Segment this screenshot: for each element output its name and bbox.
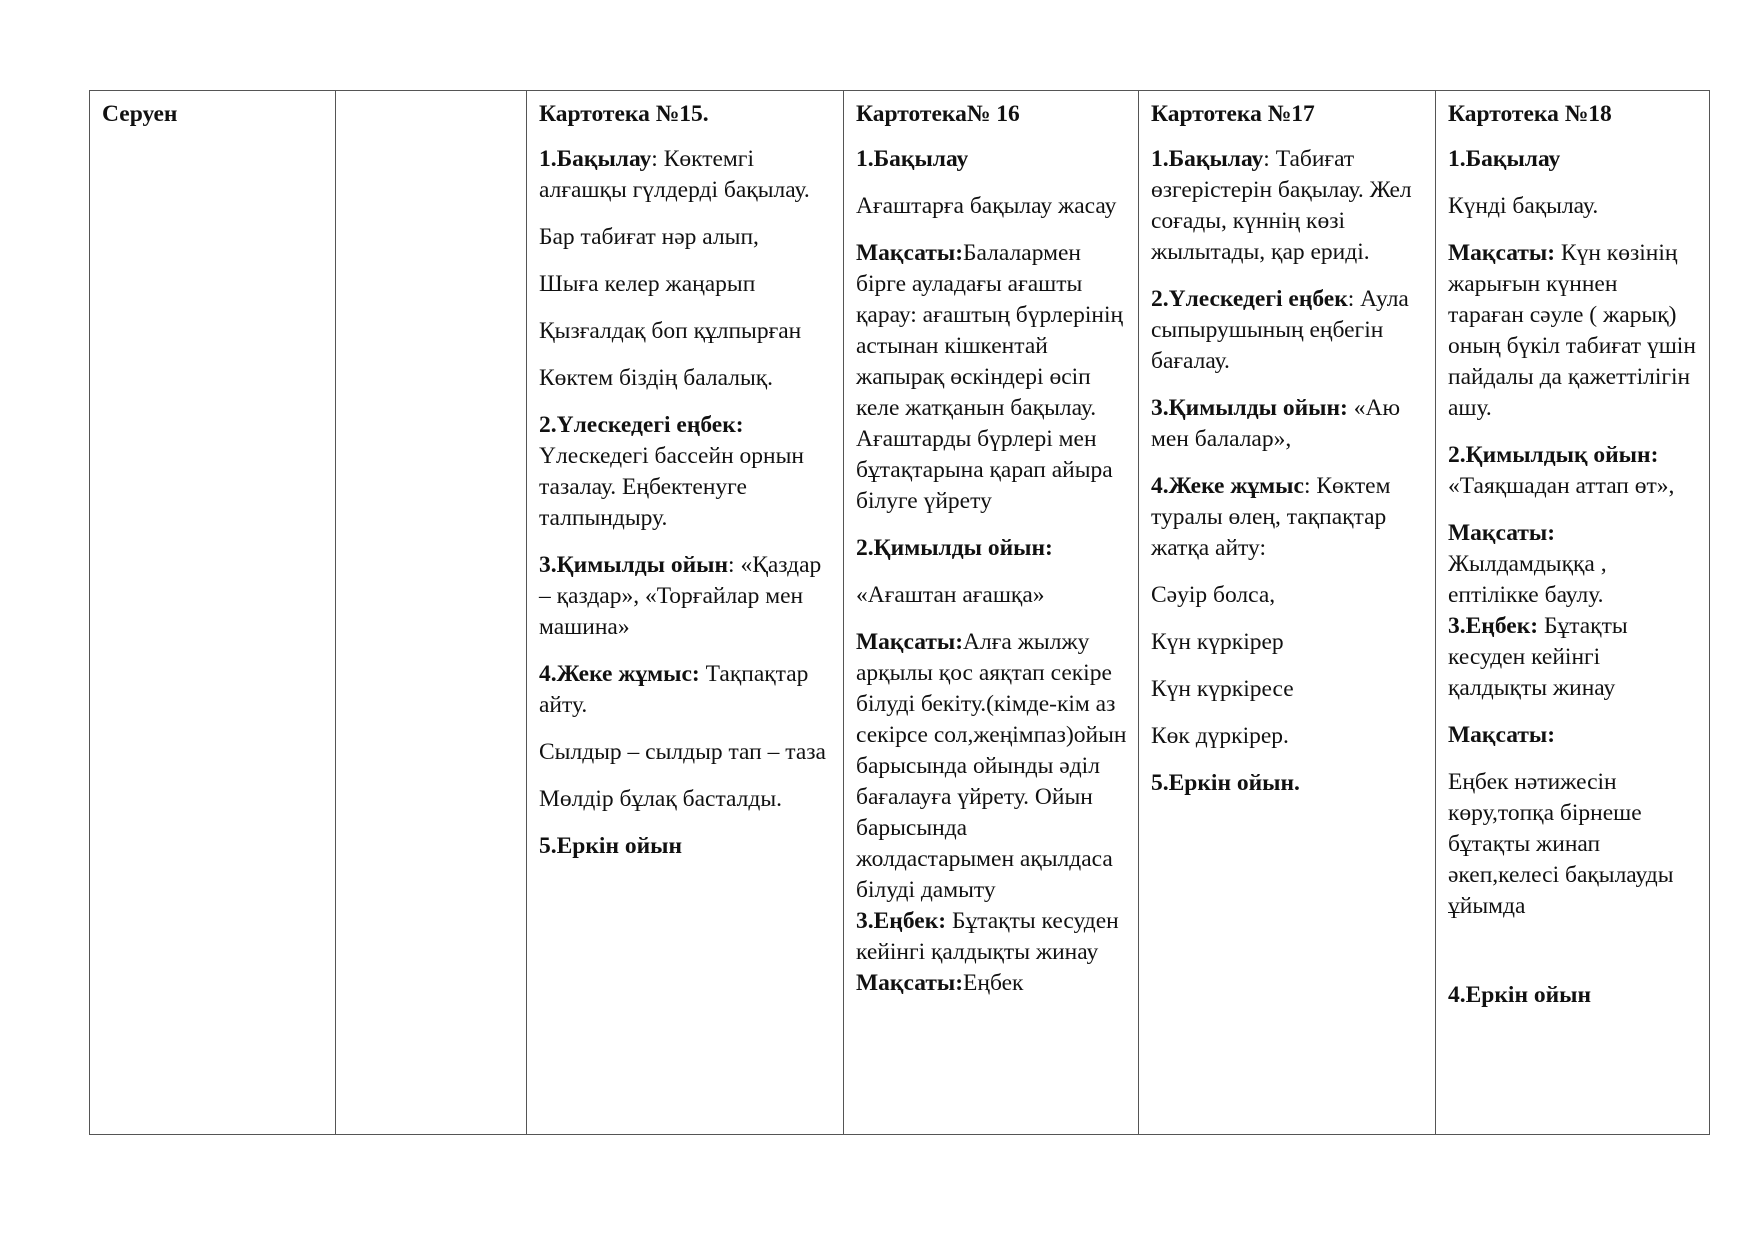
card-paragraph: [1151, 768, 1425, 799]
paragraph-text: : Аула сыпырушының еңбегін бағалау.: [1151, 286, 1409, 374]
card-paragraph: [1448, 144, 1699, 175]
paragraph-text: Күн күркірер: [1151, 629, 1284, 655]
table-row: [90, 91, 1710, 1135]
paragraph-heading: 5.Еркін ойын.: [1151, 770, 1300, 796]
paragraph-heading: 1.Бақылау: [539, 146, 652, 172]
empty-cell: [336, 91, 527, 1135]
card-paragraph: [1448, 611, 1699, 704]
card-paragraph: [1151, 627, 1425, 658]
row-label-cell: [90, 91, 336, 1135]
card-paragraph: [539, 363, 833, 394]
paragraph-text: : Көктем туралы өлең, тақпақтар жатқа айту:: [1151, 473, 1391, 561]
paragraph-heading: 2.Қимылды ойын:: [856, 535, 1053, 561]
paragraph-heading: Мақсаты:: [1448, 240, 1556, 266]
card-paragraph: [1151, 393, 1425, 455]
paragraph-heading: 5.Еркін ойын: [539, 833, 683, 859]
paragraph-heading: 4.Жеке жұмыс: [1151, 473, 1304, 499]
card-cell-18: [1436, 91, 1710, 1135]
paragraph-heading: 1.Бақылау: [1448, 146, 1561, 172]
card-paragraph: [1448, 720, 1699, 751]
card-paragraph: [539, 269, 833, 300]
paragraph-text: Еңбек нәтижесін көру,топқа бірнеше бұтақты жинап әкеп,келесі бақылауды ұйымда: [1448, 769, 1674, 919]
card-paragraph: [1448, 980, 1699, 1011]
card-paragraph: [539, 831, 833, 862]
paragraph-heading: 2.Қимылдық ойын:: [1448, 442, 1659, 468]
card-paragraph: [539, 144, 833, 206]
card-paragraph: [1448, 767, 1699, 922]
paragraph-text: Бар табиғат нәр алып,: [539, 224, 759, 250]
card-cell-16: [844, 91, 1139, 1135]
card-title: Картотека №17: [1151, 101, 1315, 127]
paragraph-text: Күн көзінің жарығын күннен тараған сәуле ( жарық) оның бүкіл табиғат үшін пайдалы да қажеттілігін ашу.: [1448, 240, 1696, 421]
paragraph-text: Шыға келер жаңарып: [539, 271, 756, 297]
card-paragraph: [539, 784, 833, 815]
card-title: Картотека №18: [1448, 101, 1612, 127]
paragraph-heading: 4.Жеке жұмыс:: [539, 661, 700, 687]
card-paragraph: [856, 144, 1128, 175]
card-paragraph: [856, 627, 1128, 906]
card-paragraph: [856, 968, 1128, 999]
card-paragraph: [1151, 471, 1425, 564]
paragraph-text: Алға жылжу арқылы қос аяқтап секіре білуді бекіту.(кімде-кім аз секірсе сол,жеңімпаз)ойын барысында ойынды әділ бағалауға үйрету. Ойын барысында жолдастарымен ақылдаса білуді дамыту: [856, 629, 1127, 903]
card-cell-17: [1139, 91, 1436, 1135]
card-paragraph: [856, 238, 1128, 517]
paragraph-text: Қызғалдақ боп құлпырған: [539, 318, 802, 344]
paragraph-text: Ағаштарға бақылау жасау: [856, 193, 1117, 219]
paragraph-text: «Аю мен балалар»,: [1151, 395, 1401, 452]
paragraph-text: Сәуір болса,: [1151, 582, 1276, 608]
card-paragraph: [1151, 674, 1425, 705]
paragraph-text: Еңбек: [963, 970, 1024, 996]
paragraph-text: Балалармен бірге ауладағы ағашты қарау: ағаштың бүрлерінің астынан кішкентай жапырақ өскіндері өсіп келе жатқанын бақылау. Ағаштарды бүрлері мен бұтақтарына қарап айыра білуге үйрету: [856, 240, 1124, 514]
card-paragraph: [1151, 580, 1425, 611]
card-paragraph: [1448, 191, 1699, 222]
paragraph-text: : Көктемгі алғашқы гүлдерді бақылау.: [539, 146, 810, 203]
paragraph-text: : «Қаздар – қаздар», «Торғайлар мен машина»: [539, 552, 822, 640]
card-paragraph: [856, 580, 1128, 611]
card-paragraph: [539, 410, 833, 534]
card-paragraph: [856, 906, 1128, 968]
card-paragraph: [856, 533, 1128, 564]
paragraph-text: Көктем біздің балалық.: [539, 365, 774, 391]
paragraph-text: «Таяқшадан аттап өт»,: [1448, 473, 1675, 499]
paragraph-heading: Мақсаты:: [856, 970, 964, 996]
card-title: Картотека №15.: [539, 101, 709, 127]
card-paragraph: [1448, 440, 1699, 502]
paragraph-text: : Табиғат өзгерістерін бақылау. Жел соғады, күннің көзі жылытады, қар ериді.: [1151, 146, 1412, 265]
card-paragraph: [539, 222, 833, 253]
paragraph-heading: 3.Еңбек:: [1448, 613, 1539, 639]
paragraph-text: Күнді бақылау.: [1448, 193, 1599, 219]
paragraph-text: Үлескедегі бассейн орнын тазалау. Еңбектенуге талпындыру.: [539, 443, 804, 531]
paragraph-heading: Мақсаты:: [856, 629, 964, 655]
card-paragraph: [539, 550, 833, 643]
card-paragraph: [1151, 144, 1425, 268]
paragraph-text: Бұтақты кесуден кейінгі қалдықты жинау: [1448, 613, 1628, 701]
paragraph-text: Сылдыр – сылдыр тап – таза: [539, 739, 826, 765]
card-paragraph: [1151, 284, 1425, 377]
paragraph-text: Тақпақтар айту.: [539, 661, 809, 718]
paragraph-text: «Ағаштан ағашқа»: [856, 582, 1045, 608]
paragraph-text: Бұтақты кесуден кейінгі қалдықты жинау: [856, 908, 1119, 965]
paragraph-text: Мөлдір бұлақ басталды.: [539, 786, 782, 812]
paragraph-text: Күн күркіресе: [1151, 676, 1294, 702]
card-paragraph: [1448, 518, 1699, 611]
paragraph-heading: 2.Үлескедегі еңбек:: [539, 412, 744, 438]
paragraph-heading: Мақсаты:: [1448, 520, 1556, 546]
serueun-plan-table: [89, 90, 1710, 1135]
paragraph-text: Жылдамдыққа , ептілікке баулу.: [1448, 551, 1607, 608]
card-paragraph: [1448, 238, 1699, 424]
paragraph-heading: 1.Бақылау: [1151, 146, 1264, 172]
row-label: Серуен: [102, 101, 178, 127]
paragraph-heading: 2.Үлескедегі еңбек: [1151, 286, 1348, 312]
paragraph-heading: 3.Қимылды ойын:: [1151, 395, 1348, 421]
card-paragraph: [539, 659, 833, 721]
card-paragraph: [1151, 721, 1425, 752]
paragraph-heading: 3.Қимылды ойын: [539, 552, 729, 578]
paragraph-text: Көк дүркірер.: [1151, 723, 1289, 749]
card-paragraph: [856, 191, 1128, 222]
paragraph-heading: Мақсаты:: [856, 240, 964, 266]
paragraph-heading: 1.Бақылау: [856, 146, 969, 172]
paragraph-heading: 4.Еркін ойын: [1448, 982, 1592, 1008]
paragraph-heading: 3.Еңбек:: [856, 908, 947, 934]
card-paragraph: [539, 316, 833, 347]
card-title: Картотека№ 16: [856, 101, 1020, 127]
card-cell-15: [527, 91, 844, 1135]
paragraph-heading: Мақсаты:: [1448, 722, 1556, 748]
card-paragraph: [539, 737, 833, 768]
